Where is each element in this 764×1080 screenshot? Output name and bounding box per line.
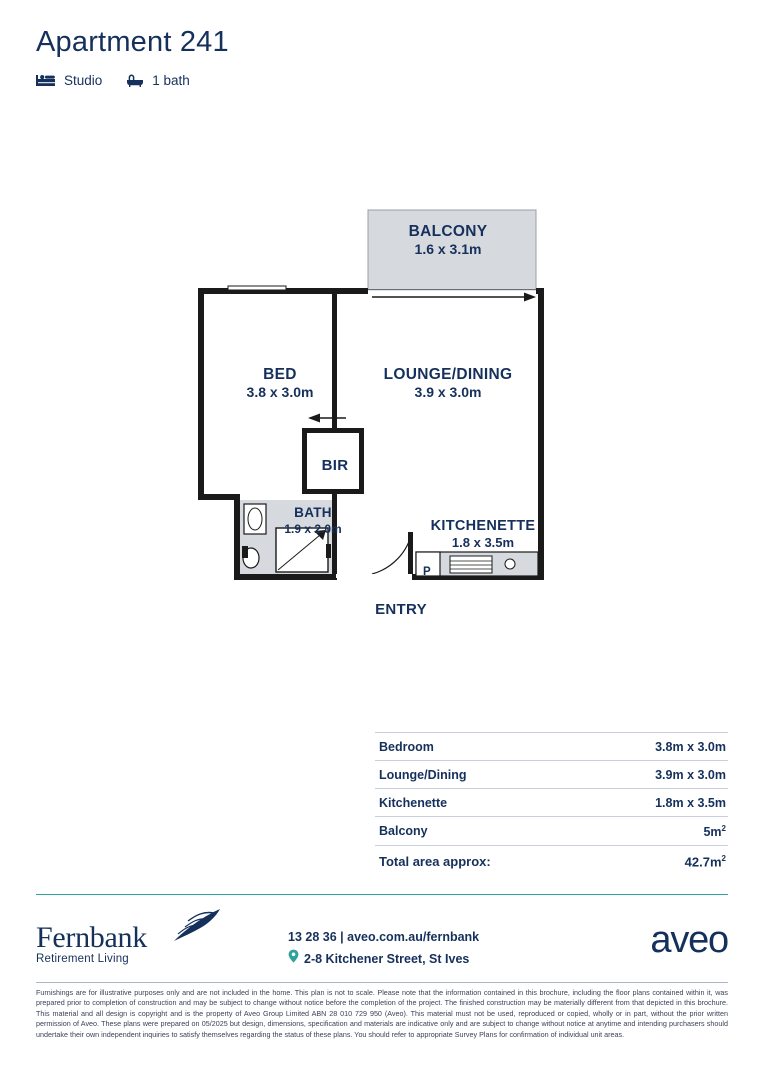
page-title: Apartment 241 <box>36 26 229 58</box>
room-label-lounge-dining: LOUNGE/DINING 3.9 x 3.0m <box>383 366 513 401</box>
phone-number[interactable]: 13 28 36 <box>288 930 337 944</box>
room-label-bed: BED 3.8 x 3.0m <box>246 366 314 401</box>
row-value: 3.9m x 3.0m <box>655 767 726 782</box>
row-label: Bedroom <box>379 739 434 754</box>
room-label-entry: ENTRY <box>375 601 427 618</box>
total-label: Total area approx: <box>379 854 491 870</box>
table-row <box>375 789 728 817</box>
table-row-total <box>375 846 728 876</box>
bathtub-icon <box>126 74 144 87</box>
room-label-balcony: BALCONY 1.6 x 3.1m <box>408 223 488 258</box>
location-pin-icon <box>288 949 299 971</box>
room-label-kitchenette: KITCHENETTE 1.8 x 3.5m <box>430 518 536 551</box>
address-line <box>288 949 479 971</box>
room-label-bath: BATH 1.9 x 2.0m <box>284 505 342 536</box>
row-value: $5m^2$ <box>703 823 726 839</box>
contact-line <box>288 927 479 949</box>
table-row <box>375 732 728 761</box>
bathrooms-meta <box>126 73 190 88</box>
row-value: 1.8m x 3.5m <box>655 795 726 810</box>
row-label: Kitchenette <box>379 795 448 810</box>
fernbank-logo <box>36 921 147 965</box>
table-row <box>375 817 728 846</box>
area-schedule <box>375 732 728 876</box>
room-label-pantry: P <box>423 566 431 578</box>
aveo-logo: aveo <box>650 919 728 961</box>
table-row <box>375 761 728 789</box>
room-label-bir: BIR <box>321 457 349 474</box>
brand-tagline: Retirement Living <box>36 953 129 965</box>
total-value: $42.7m^2$ <box>684 854 726 870</box>
website-link[interactable]: aveo.com.au/fernbank <box>347 930 480 944</box>
row-label: Balcony <box>379 824 428 839</box>
bathrooms-label: 1 bath <box>152 73 190 88</box>
fern-leaf-icon <box>148 907 226 952</box>
page-header <box>36 26 229 88</box>
street-address: 2-8 Kitchener Street, St Ives <box>304 951 470 966</box>
footer-divider <box>36 894 728 895</box>
row-label: Lounge/Dining <box>379 767 467 782</box>
disclaimer-text: Furnishings are for illustrative purposes only and are not included in the home. This plan is not to scale. Please note that the information contained in this brochure, including the floor plans contained within it, was prepared prior to completion of construction and may be subject to change without notice before the completion of the project. The finished construction may be materially different from that depicted in this brochure. This material and all design is copyright and is the property of Aveo Group Limited ABN 28 010 729 950 (Aveo). This material must not be used, reproduced or copied, wholly or in part, without the prior written permission of Aveo. These plans were prepared on 05/2025 but design, dimensions, specification and materials are indicative only and are subject to change without notice at anytime and intending purchasers should undertake their own independent inquiries to satisfy themselves regarding the status of these plans. You should refer to appropriate Survey Plans for confirmation of individual unit areas. <box>36 988 728 1039</box>
disclaimer-divider <box>36 982 728 983</box>
separator: | <box>340 930 344 944</box>
bedrooms-meta <box>36 73 102 88</box>
floor-plan <box>150 160 620 660</box>
bed-icon <box>36 74 56 87</box>
property-meta <box>36 73 229 88</box>
bedrooms-label: Studio <box>64 73 103 88</box>
brand-name: Fernbank <box>36 921 147 954</box>
contact-block <box>288 927 479 971</box>
row-value: 3.8m x 3.0m <box>655 739 726 754</box>
